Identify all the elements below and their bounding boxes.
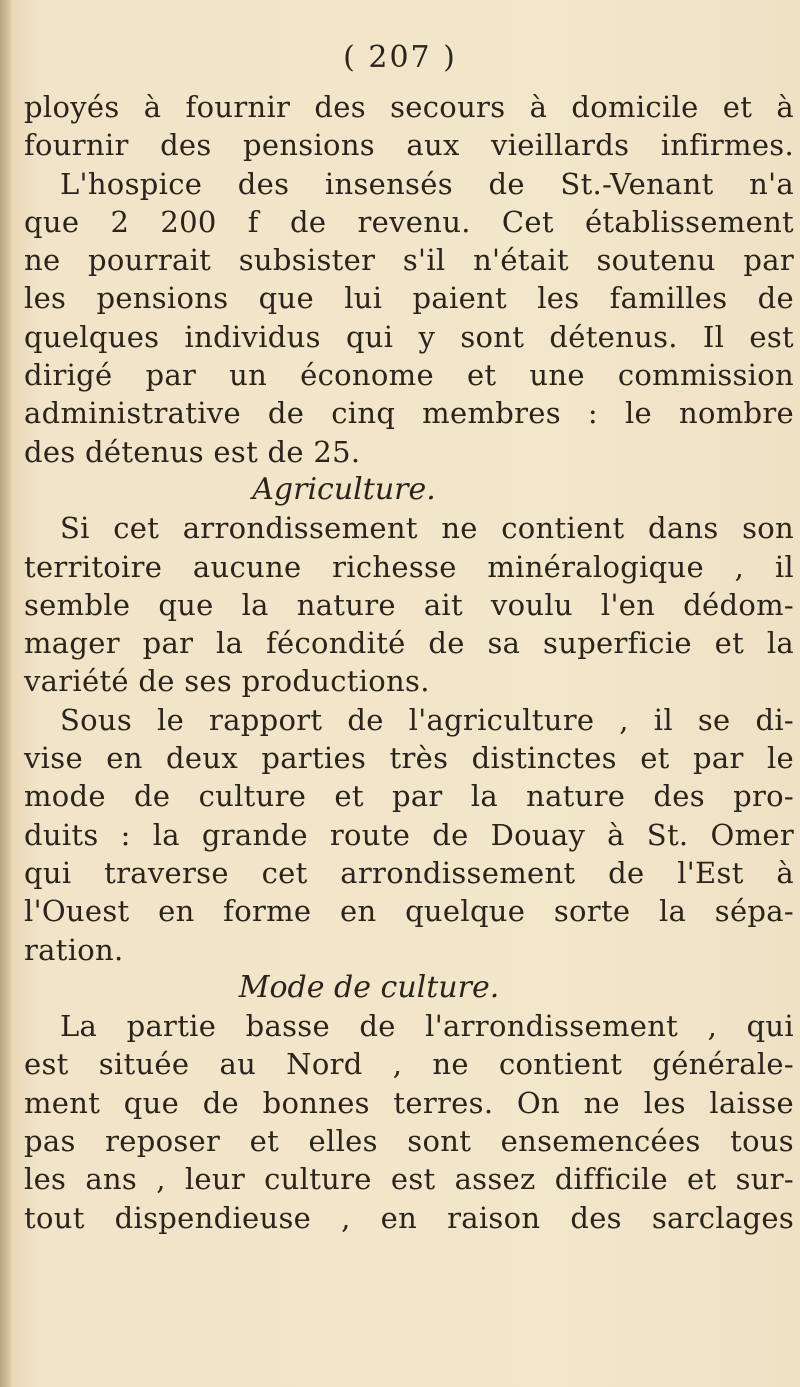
- page-gutter: [0, 0, 12, 1387]
- text-line: ment que de bonnes terres. On ne les laisse: [24, 1085, 794, 1120]
- text-line: fournir des pensions aux vieillards infirmes.: [24, 128, 794, 163]
- section-heading-agriculture: Agriculture.: [252, 471, 436, 507]
- text-line: les pensions que lui paient les familles de: [24, 281, 794, 316]
- text-line: semble que la nature ait voulu l'en dédom-: [24, 587, 794, 622]
- text-line: Si cet arrondissement ne contient dans son: [60, 511, 794, 546]
- text-line: les ans , leur culture est assez difficile et sur-: [24, 1162, 794, 1197]
- text-line: administrative de cinq membres : le nombre: [24, 396, 794, 431]
- text-line: ration.: [24, 932, 124, 967]
- body-text: [24, 88, 794, 1237]
- text-line: ployés à fournir des secours à domicile et à: [24, 90, 794, 124]
- text-line: territoire aucune richesse minéralogique , il: [24, 549, 794, 584]
- text-line: vise en deux parties très distinctes et par le: [24, 741, 794, 776]
- text-line: que 2 200 f de revenu. Cet établissement: [24, 204, 794, 239]
- text-line: ne pourrait subsister s'il n'était soutenu par: [24, 243, 794, 278]
- text-line: dirigé par un économe et une commission: [24, 358, 794, 393]
- section-heading-mode-de-culture: Mode de culture.: [238, 969, 500, 1005]
- text-line: qui traverse cet arrondissement de l'Est à: [24, 855, 794, 890]
- text-line: quelques individus qui y sont détenus. Il est: [24, 319, 794, 354]
- text-line: tout dispendieuse , en raison des sarclages: [24, 1200, 794, 1235]
- text-line: La partie basse de l'arrondissement , qui: [60, 1009, 794, 1044]
- text-line: variété de ses productions.: [24, 664, 430, 699]
- text-line: pas reposer et elles sont ensemencées tous: [24, 1124, 794, 1159]
- text-line: l'Ouest en forme en quelque sorte la sépa-: [24, 894, 794, 929]
- text-line: des détenus est de 25.: [24, 434, 361, 469]
- page-number: ( 207 ): [343, 40, 457, 75]
- text-line: mager par la fécondité de sa superficie et la: [24, 626, 794, 661]
- text-line: Sous le rapport de l'agriculture , il se di-: [60, 702, 794, 737]
- text-line: duits : la grande route de Douay à St. Omer: [24, 817, 794, 852]
- text-line: est située au Nord , ne contient générale-: [24, 1047, 794, 1082]
- text-line: mode de culture et par la nature des pro-: [24, 779, 794, 814]
- text-line: L'hospice des insensés de St.-Venant n'a: [60, 166, 794, 201]
